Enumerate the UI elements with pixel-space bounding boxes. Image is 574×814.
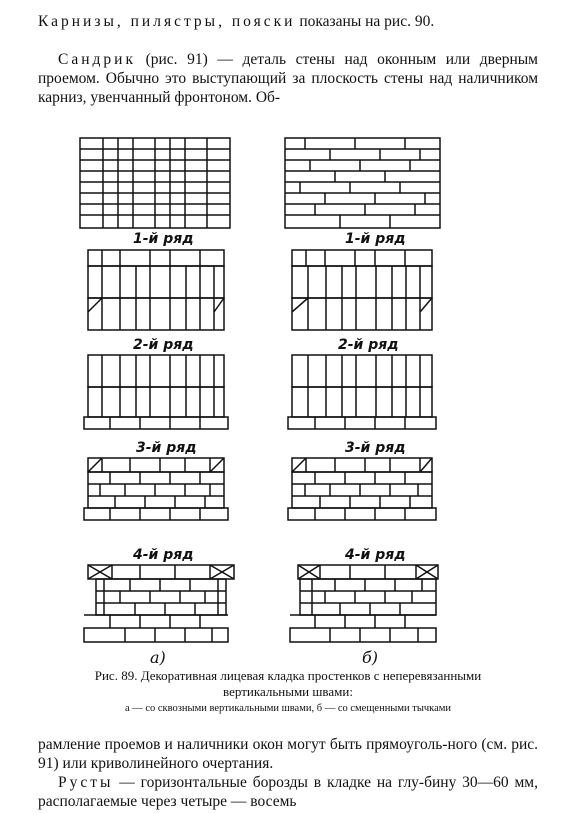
- paragraph-sandrik: Сандрик (рис. 91) — деталь стены над оконным или дверным проемом. Обычно это выступающий за плоскость стены над наличником карниз, увенчанный фронтоном. Об-: [38, 51, 538, 106]
- row-label-2-b: 2-й ряд: [338, 337, 399, 353]
- row3-plan-a: [84, 458, 228, 520]
- row-label-2-a: 2-й ряд: [133, 337, 194, 353]
- wall-elevation-b: [285, 138, 440, 228]
- figure-letter-a: а): [150, 648, 166, 667]
- row3-plan-b: [288, 458, 436, 520]
- row-label-1-a: 1-й ряд: [133, 231, 194, 247]
- row1-plan-a: [88, 250, 224, 330]
- figure-subcaption: а — со сквозными вертикальными швами, б — со смещенными тычками: [124, 703, 452, 714]
- term-rusts: Русты: [58, 774, 114, 791]
- row-label-3-b: 3-й ряд: [345, 440, 406, 456]
- row4-plan-b: [290, 565, 438, 642]
- paragraph-rusts: Русты — горизонтальные борозды в кладке на глу-бину 30—60 мм, располагаемые через четыре — восемь: [38, 774, 538, 810]
- term-sandrik: Сандрик: [58, 51, 136, 68]
- row-label-1-b: 1-й ряд: [345, 231, 406, 247]
- row-label-4-a: 4-й ряд: [133, 547, 194, 563]
- row4-plan-a: [84, 565, 234, 642]
- paragraph-framing: рамление проемов и наличники окон могут быть прямоуголь-ного (см. рис. 91) или криволинейного очертания.: [38, 736, 538, 772]
- figure-caption-line1: Рис. 89. Декоративная лицевая кладка простенков с неперевязанными: [94, 668, 482, 683]
- paragraph-cornices: Карнизы, пилястры, пояски показаны на рис. 90.: [38, 13, 435, 30]
- wall-elevation-a: [80, 138, 230, 228]
- term-cornices: Карнизы, пилястры, пояски: [38, 13, 296, 30]
- figure-caption-line2: вертикальными швами:: [223, 684, 353, 699]
- row2-plan-a: [84, 355, 228, 429]
- figure-letter-b: б): [362, 648, 379, 667]
- row-label-4-b: 4-й ряд: [345, 547, 406, 563]
- row1-plan-b: [292, 250, 432, 330]
- row-label-3-a: 3-й ряд: [136, 440, 197, 456]
- row2-plan-b: [288, 355, 436, 429]
